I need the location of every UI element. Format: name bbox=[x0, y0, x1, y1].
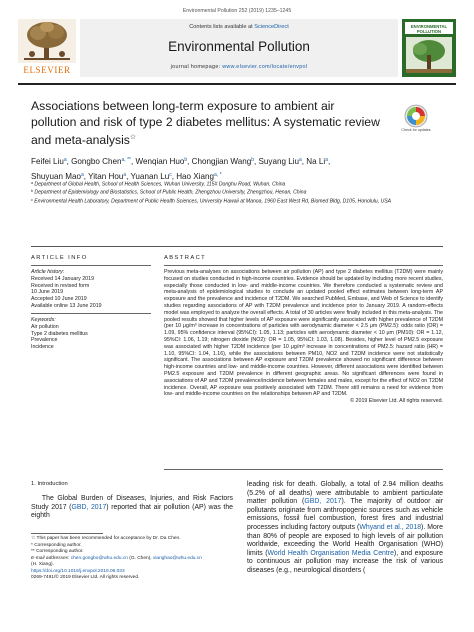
journal-homepage bbox=[80, 64, 398, 70]
body-text: leading risk for death. Globally, a total of 2.94 million deaths (5.2% of all deaths) were attributable to ambient particulate matter pollution ( bbox=[247, 481, 443, 506]
affiliation: $^b$ Department of Epidemiology and Biostatistics, School of Public Health, Zhengzhou University, Zhengzhou, Henan, China bbox=[31, 189, 307, 196]
journal-cover[interactable] bbox=[402, 19, 456, 77]
elsevier-tree-icon bbox=[18, 19, 76, 63]
history-line: Received in revised form bbox=[31, 282, 90, 289]
author[interactable]: Gongbo Chen$^{a, **}$ bbox=[71, 157, 131, 166]
article-info-heading: ARTICLE INFO bbox=[31, 255, 88, 261]
author[interactable]: Wenqian Huo$^b$ bbox=[135, 157, 188, 166]
affiliations bbox=[31, 180, 451, 205]
author[interactable]: Feifei Liu$^a$ bbox=[31, 157, 67, 166]
keyword: Prevalence bbox=[31, 337, 58, 344]
doi-link[interactable]: https://doi.org/10.1016/j.envpol.2019.06.033 bbox=[31, 568, 125, 574]
abstract-text bbox=[164, 269, 443, 405]
author[interactable]: Yuanan Lu$^c$ bbox=[130, 171, 172, 181]
author-list: Feifei Liu$^a$, Gongbo Chen$^{a, **}$, Wenqian Huo$^b$, Chongjian Wang$^b$, Suyang Liu$^a$, Na Li$^a$, Shuyuan Mao$^a$, Yitan Hou$^a$, Yuanan Lu$^c$, Hao Xiang$^{a, *}$ bbox=[31, 157, 331, 181]
elsevier-logo[interactable] bbox=[18, 19, 78, 77]
citation-link[interactable]: World Health Organisation Media Centre bbox=[267, 549, 394, 557]
body-right-column bbox=[247, 481, 443, 576]
footnotes bbox=[31, 536, 233, 582]
journal-header bbox=[18, 19, 456, 81]
citation-link[interactable]: Whyand et al., 2018 bbox=[359, 523, 422, 531]
sciencedirect-link[interactable]: ScienceDirect bbox=[254, 24, 289, 30]
affiliation: $^a$ Department of Global Health, School of Health Sciences, Wuhan University, 115# Donghu Road, Wuhan, China bbox=[31, 181, 286, 188]
keyword: Incidence bbox=[31, 344, 54, 351]
running-head: Environmental Pollution 252 (2019) 1235–1245 bbox=[182, 8, 292, 14]
publisher-name: ELSEVIER bbox=[23, 65, 71, 75]
issn-line: 0269-7491/© 2019 Elsevier Ltd. All rights reserved. bbox=[31, 575, 140, 580]
cover-title: ENVIRONMENTAL POLLUTION bbox=[410, 24, 448, 34]
abstract-body: Previous meta-analyses on associations between air pollution (AP) and type 2 diabetes mellitus (T2DM) were mainly focused on studies conducted in high-income countries. Evidence should be updated by including more recent studies, especially those conducted in low- and middle-income countries. We therefore conducted a systematic review and meta-analysis of epidemiological studies to conclude an updated pooled effect estimates between long-term AP exposure and the prevalence and incidence of T2DM. We searched PubMed, Embase, and Web of Science to identify studies regarding associations of AP with T2DM prevalence and incidence prior to January 2019. A random-effects model was employed to analyze the overall effects. A total of 30 articles were finally included in this meta-analysis. The pooled results showed that higher levels of AP exposure were significantly associated with higher prevalence of T2DM (per 10 μg/m³ increase in concentrations of particles with aerodynamic diameter < 2.5 μm (PM2.5): odds ratio (OR) = 1.09, 95% confidence interval (95%CI): 1.05, 1.13; particles with aerodynamic diameter < 10 μm (PM10): OR = 1.12, 95%CI: 1.06, 1.19; nitrogen dioxide (NO2): OR = 1.05, 95%CI: 1.03, 1.08). Besides, higher level of PM2.5 exposure was associated with higher T2DM incidence (per 10 μg/m³ increase in concentrations of PM2.5: hazard ratio (HR) = 1.10, 95%CI: 1.04, 1.16), while the associations between PM10, NO2 and T2DM incidence were not statistically significant. The associations between AP exposure and T2DM prevalence showed no significant difference between high-income countries and low- and middle-income countries. However, different associations were identified between PM2.5 exposure and T2DM prevalence in different geographic areas. No significant differences were found in associations of AP and T2DM prevalence/incidence between females and males, except for the effect of NO2 on T2DM incidence. Overall, AP exposure was positively associated with T2DM. There still remains a need for evidence from low- and middle-income countries on the relationships between AP and T2DM. bbox=[164, 269, 443, 398]
title-footnote-mark[interactable]: ☆ bbox=[129, 134, 137, 142]
footnote: ☆ This paper has been recommended for acceptance by Dr. Da Chen. bbox=[31, 536, 181, 541]
author[interactable]: Na Li$^a$ bbox=[306, 157, 328, 166]
body-text: ). The majority of outdoor air pollutants originate from anthropogenic sources such as vehicle emissions, fossil fuel combustion, forest fires and industrial processes including factory outputs ( bbox=[247, 498, 443, 531]
crossmark-label: Check for updates bbox=[401, 128, 431, 132]
body-text: ), and exposure to continuous air pollution may increase the risk of various diseases (e.g., neurological disorders ( bbox=[247, 549, 443, 574]
email-link[interactable]: chen.gongbo@whu.edu.cn bbox=[70, 555, 128, 561]
divider bbox=[164, 469, 443, 470]
author[interactable]: Hao Xiang$^{a, *}$ bbox=[176, 171, 222, 181]
section-heading: 1. Introduction bbox=[31, 481, 68, 487]
header-rule bbox=[18, 83, 456, 85]
keyword: Type 2 diabetes mellitus bbox=[31, 330, 88, 337]
contents-prefix: Contents lists available at bbox=[189, 24, 255, 30]
body-left-column bbox=[31, 495, 233, 521]
paper-title bbox=[31, 99, 383, 149]
journal-title-box bbox=[80, 19, 398, 77]
homepage-url-link[interactable]: www.elsevier.com/locate/envpol bbox=[222, 64, 308, 70]
keyword: Air pollution bbox=[31, 323, 59, 330]
author[interactable]: Chongjian Wang$^b$ bbox=[191, 157, 254, 166]
abstract-copyright: © 2019 Elsevier Ltd. All rights reserved. bbox=[350, 398, 443, 405]
body-text: The Global Burden of Diseases, Injuries, and Risk Factors Study 2017 ( bbox=[31, 495, 233, 511]
citation-link[interactable]: GBD, 2017 bbox=[71, 503, 107, 511]
body-text: ). More than 80% of people are exposed to high levels of air pollution worldwide, exceeding the World Health Organisation (WHO) limits ( bbox=[247, 523, 443, 557]
footnote-email: E-mail addresses: chen.gongbo@whu.edu.cn (G. Chen), xianghao@whu.edu.cn bbox=[31, 555, 202, 561]
homepage-prefix: journal homepage: bbox=[170, 64, 223, 70]
history-line: Available online 13 June 2019 bbox=[31, 302, 102, 309]
paper-title-text: Associations between long-term exposure to ambient air pollution and risk of type 2 diabetes mellitus: A systematic review and meta-analysis bbox=[31, 99, 380, 148]
citation-link[interactable]: GBD, 2017 bbox=[304, 498, 342, 506]
divider bbox=[164, 265, 443, 266]
keywords bbox=[31, 317, 151, 351]
contents-line bbox=[80, 24, 398, 30]
affiliation: $^c$ Environmental Health Laboratory, Department of Public Health Sciences, University Hawaii at Manoa, 1960 East West Rd, Biomed Bldg, D105, Honolulu, USA bbox=[31, 197, 392, 205]
email-link[interactable]: xianghao@whu.edu.cn bbox=[152, 555, 202, 561]
author[interactable]: Shuyuan Mao$^a$ bbox=[31, 171, 84, 181]
body-text: ) reported that air pollution (AP) was the eighth bbox=[31, 503, 233, 520]
cover-image-icon bbox=[406, 37, 452, 73]
divider bbox=[31, 246, 443, 247]
history-label: Article history: bbox=[31, 269, 65, 275]
journal-title[interactable]: Environmental Pollution bbox=[168, 39, 310, 54]
author[interactable]: Suyang Liu$^a$ bbox=[258, 157, 302, 166]
history-line: Accepted 10 June 2019 bbox=[31, 296, 87, 303]
author[interactable]: Yitan Hou$^a$ bbox=[88, 171, 127, 181]
divider bbox=[31, 265, 151, 266]
footnote: ** Corresponding author. bbox=[31, 549, 84, 554]
divider bbox=[31, 313, 151, 314]
footnote: (H. Xiang). bbox=[31, 562, 54, 567]
history-line: Received 14 January 2019 bbox=[31, 275, 95, 282]
abstract-heading: ABSTRACT bbox=[164, 255, 207, 261]
keywords-label: Keywords: bbox=[31, 317, 56, 323]
article-history bbox=[31, 269, 151, 310]
history-line: 10 June 2019 bbox=[31, 289, 64, 296]
footnote: * Corresponding author. bbox=[31, 542, 82, 548]
footnote-rule bbox=[31, 533, 103, 534]
